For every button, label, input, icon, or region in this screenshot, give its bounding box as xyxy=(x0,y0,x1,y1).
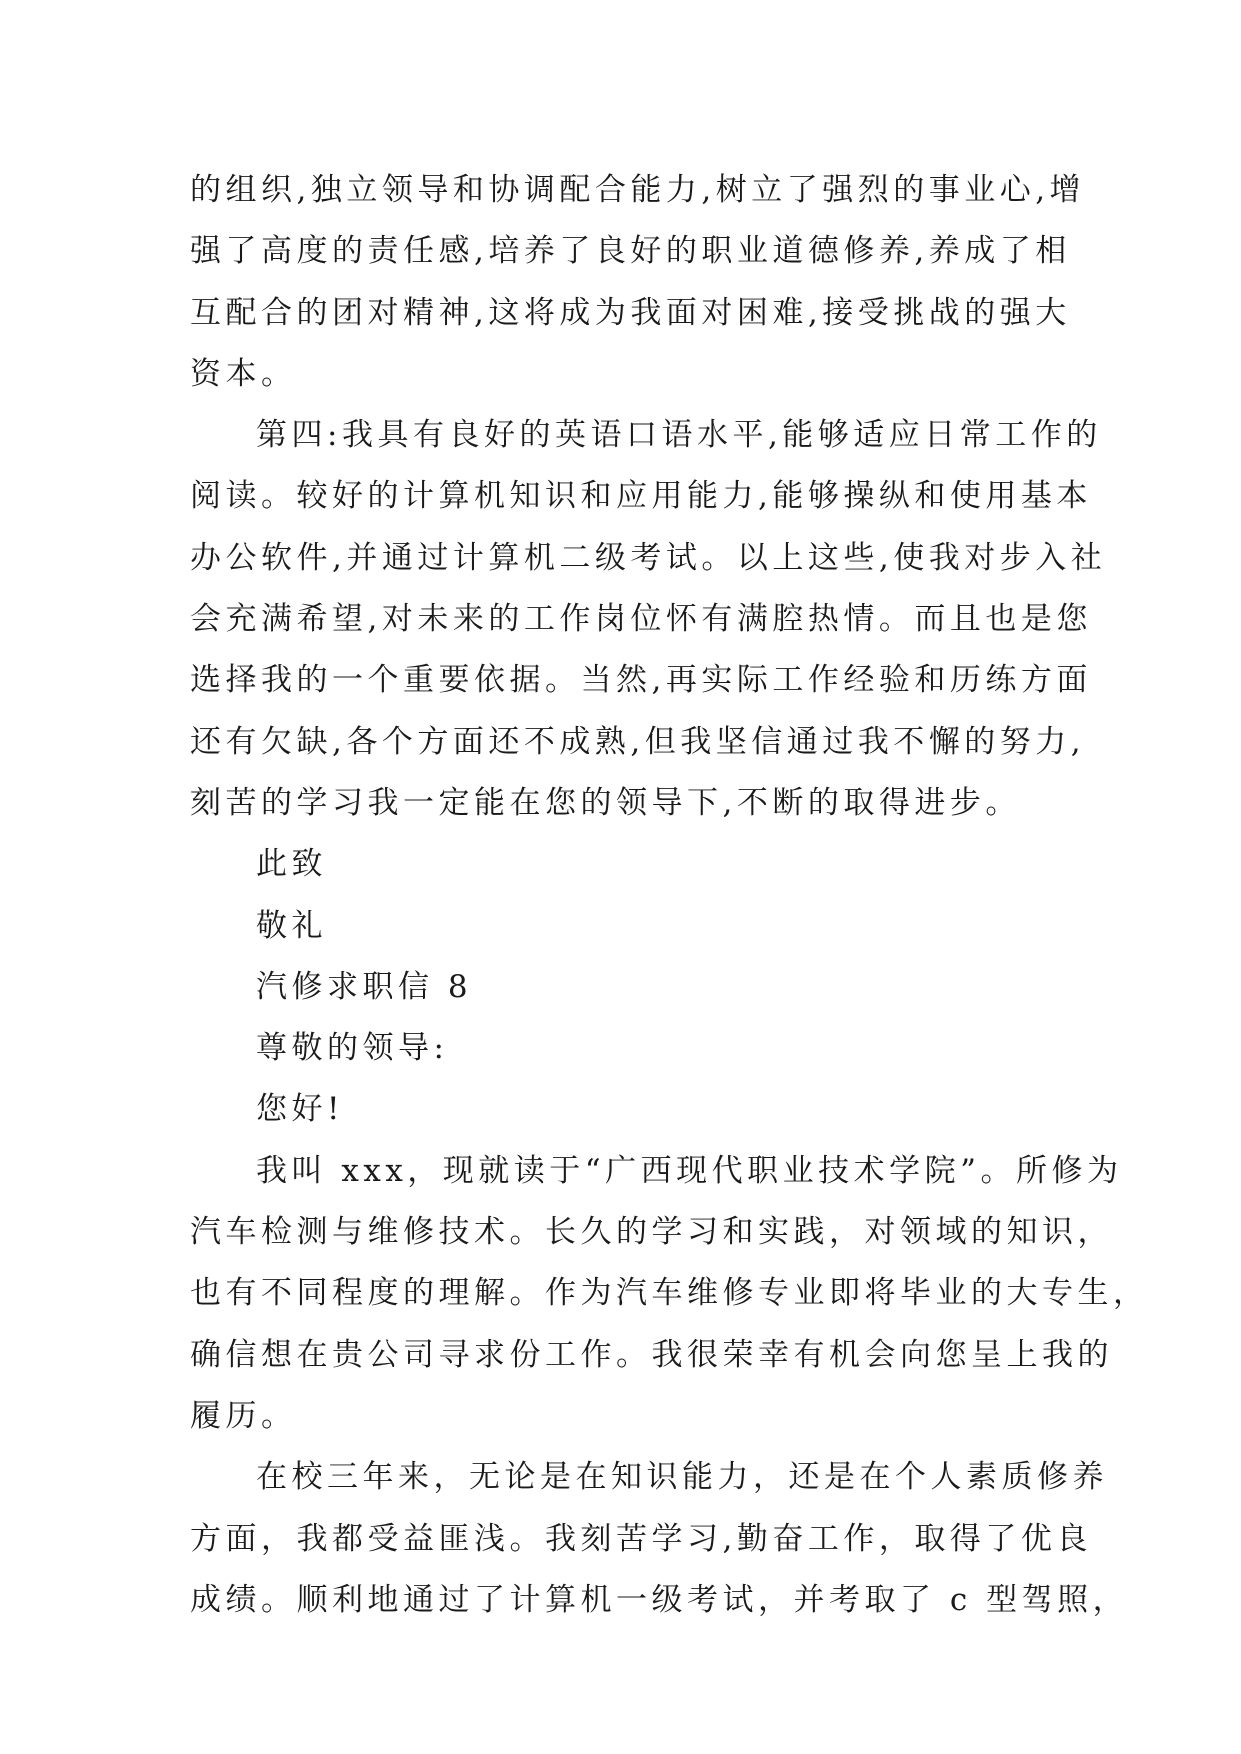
text-line: 刻苦的学习我一定能在您的领导下,不断的取得进步。 xyxy=(190,784,1021,821)
text-line: 我叫 xxx，现就读于“广西现代职业技术学院”。所修为 xyxy=(256,1152,1123,1189)
text-line: 互配合的团对精神,这将成为我面对困难,接受挑战的强大 xyxy=(190,294,1071,331)
greeting: 您好! xyxy=(256,1091,344,1128)
text-line: 在校三年来，无论是在知识能力，还是在个人素质修养 xyxy=(256,1459,1108,1496)
closing-line: 敬礼 xyxy=(256,907,327,944)
text-line: 阅读。较好的计算机知识和应用能力,能够操纵和使用基本 xyxy=(190,478,1092,515)
text-line: 选择我的一个重要依据。当然,再实际工作经验和历练方面 xyxy=(190,662,1092,699)
text-line: 方面，我都受益匪浅。我刻苦学习,勤奋工作，取得了优良 xyxy=(190,1520,1092,1557)
salutation: 尊敬的领导: xyxy=(256,1030,449,1067)
letter-title: 汽修求职信 8 xyxy=(256,968,473,1005)
text-line: 确信想在贵公司寻求份工作。我很荣幸有机会向您呈上我的 xyxy=(190,1336,1113,1373)
text-line: 强了高度的责任感,培养了良好的职业道德修养,养成了相 xyxy=(190,233,1071,270)
text-line: 汽车检测与维修技术。长久的学习和实践，对领域的知识， xyxy=(190,1214,1113,1251)
text-line: 也有不同程度的理解。作为汽车维修专业即将毕业的大专生， xyxy=(190,1275,1149,1312)
text-line: 第四:我具有良好的英语口语水平,能够适应日常工作的 xyxy=(256,417,1102,454)
text-line: 资本。 xyxy=(190,355,297,392)
text-line: 的组织,独立领导和协调配合能力,树立了强烈的事业心,增 xyxy=(190,172,1086,208)
document-page xyxy=(190,160,1149,1631)
text-line: 会充满希望,对未来的工作岗位怀有满腔热情。而且也是您 xyxy=(190,601,1092,638)
text-line: 办公软件,并通过计算机二级考试。以上这些,使我对步入社 xyxy=(190,539,1107,576)
text-line: 履历。 xyxy=(190,1397,297,1434)
text-line: 还有欠缺,各个方面还不成熟,但我坚信通过我不懈的努力, xyxy=(190,723,1086,760)
text-line: 成绩。顺利地通过了计算机一级考试，并考取了 c 型驾照， xyxy=(190,1581,1129,1618)
closing-line: 此致 xyxy=(256,846,327,883)
